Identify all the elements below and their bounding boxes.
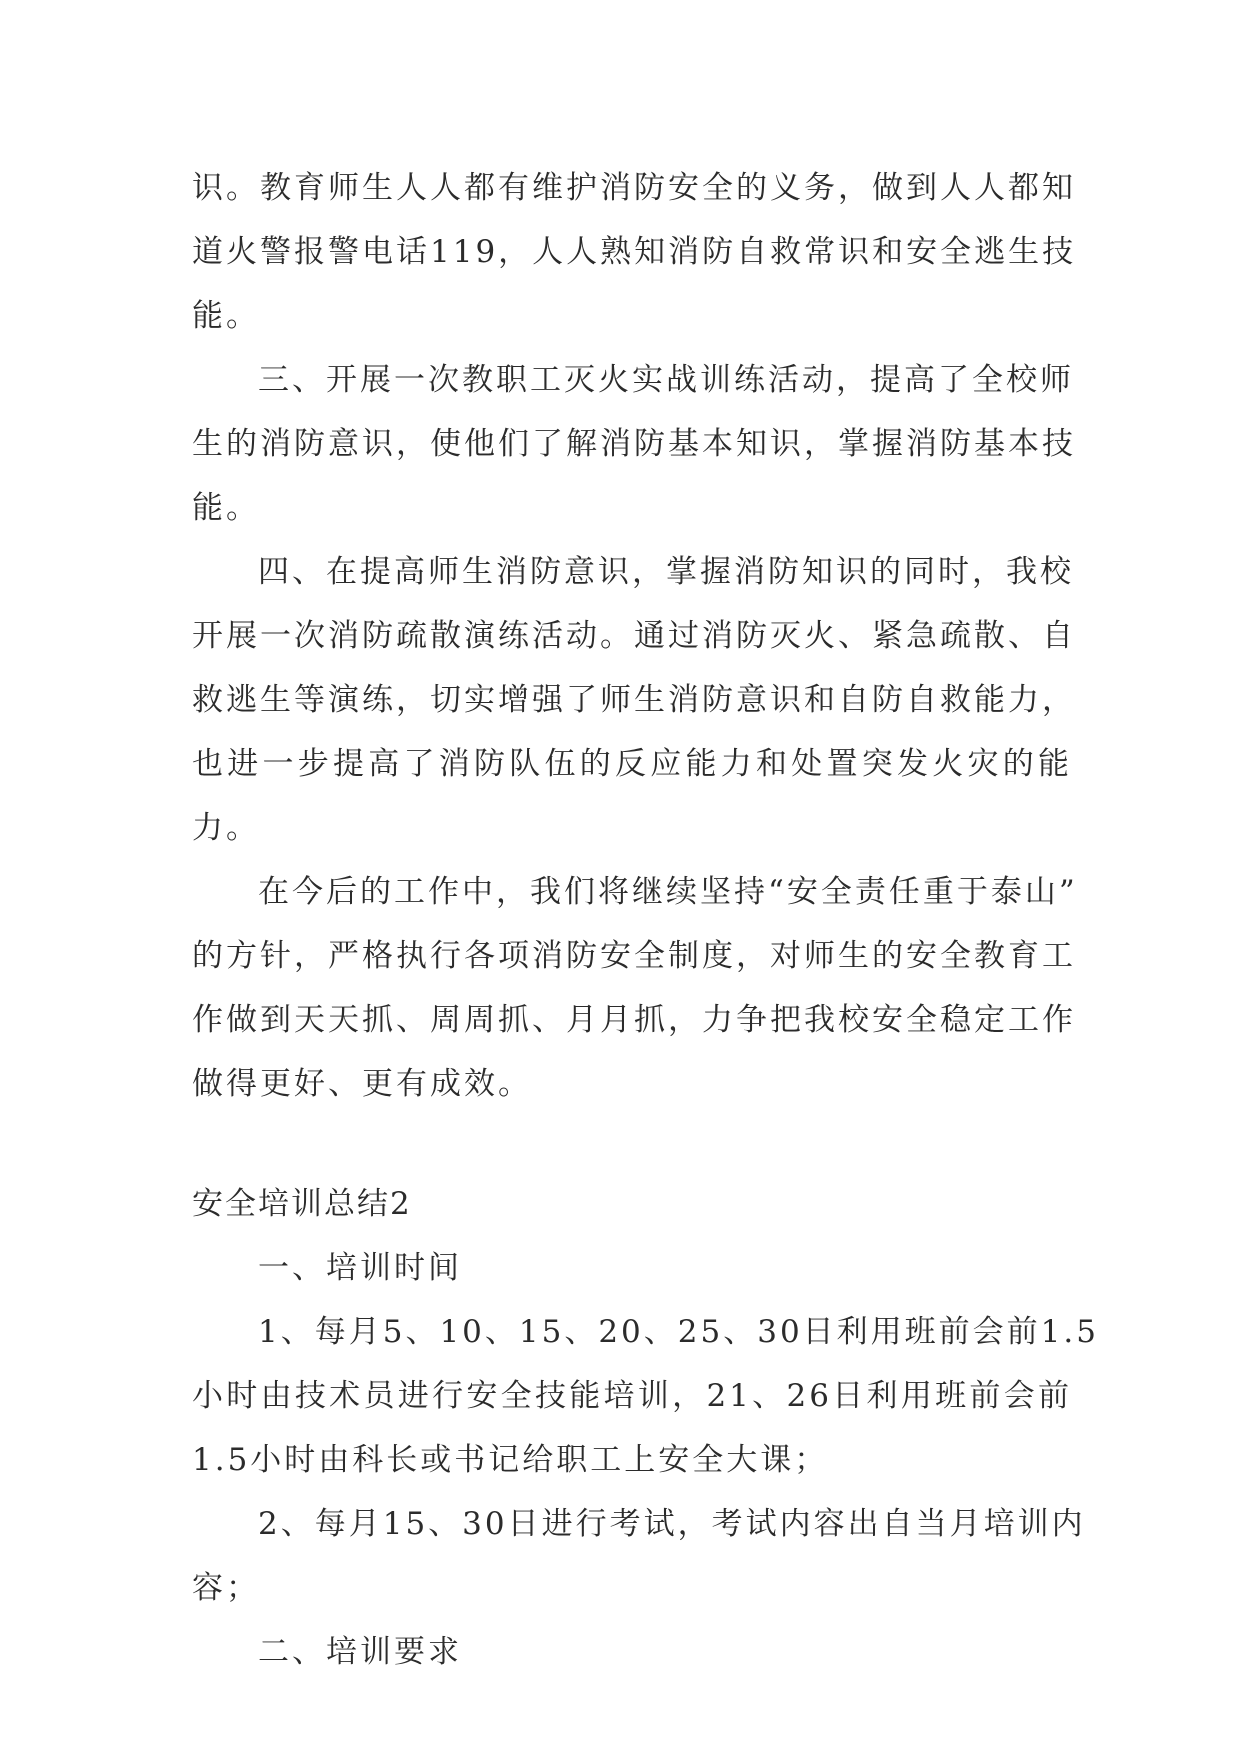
paragraph-line: 容； [192, 1570, 260, 1606]
paragraph-line: 识。教育师生人人都有维护消防安全的义务，做到人人都知 [192, 170, 1076, 206]
paragraph-line: 三、开展一次教职工灭火实战训练活动，提高了全校师 [258, 362, 1074, 398]
paragraph-line: 能。 [192, 298, 260, 334]
subsection-heading: 一、培训时间 [258, 1250, 462, 1286]
paragraph-line: 生的消防意识，使他们了解消防基本知识，掌握消防基本技 [192, 426, 1076, 462]
paragraph-line: 做得更好、更有成效。 [192, 1066, 532, 1102]
paragraph-line: 作做到天天抓、周周抓、月月抓，力争把我校安全稳定工作 [192, 1002, 1076, 1038]
paragraph-line: 也进一步提高了消防队伍的反应能力和处置突发火灾的能 [192, 746, 1072, 782]
section-heading: 安全培训总结2 [192, 1186, 412, 1222]
paragraph-line: 1.5小时由科长或书记给职工上安全大课； [192, 1442, 829, 1478]
paragraph-line: 在今后的工作中，我们将继续坚持“安全责任重于泰山” [258, 874, 1078, 910]
document-page [192, 156, 1099, 1684]
section-gap [192, 1116, 1072, 1172]
paragraph-line: 四、在提高师生消防意识，掌握消防知识的同时，我校 [258, 554, 1074, 590]
paragraph-line: 1、每月5、10、15、20、25、30日利用班前会前1.5 [258, 1314, 1099, 1350]
paragraph-line: 的方针，严格执行各项消防安全制度，对师生的安全教育工 [192, 938, 1076, 974]
paragraph-line: 2、每月15、30日进行考试，考试内容出自当月培训内 [258, 1506, 1086, 1542]
paragraph-line: 道火警报警电话119，人人熟知消防自救常识和安全逃生技 [192, 234, 1077, 270]
paragraph-line: 能。 [192, 490, 260, 526]
paragraph-line: 开展一次消防疏散演练活动。通过消防灭火、紧急疏散、自 [192, 618, 1076, 654]
paragraph-line: 救逃生等演练，切实增强了师生消防意识和自防自救能力， [192, 682, 1076, 718]
paragraph-line: 小时由技术员进行安全技能培训，21、26日利用班前会前 [192, 1378, 1072, 1414]
paragraph-line: 力。 [192, 810, 260, 846]
subsection-heading: 二、培训要求 [258, 1634, 462, 1670]
